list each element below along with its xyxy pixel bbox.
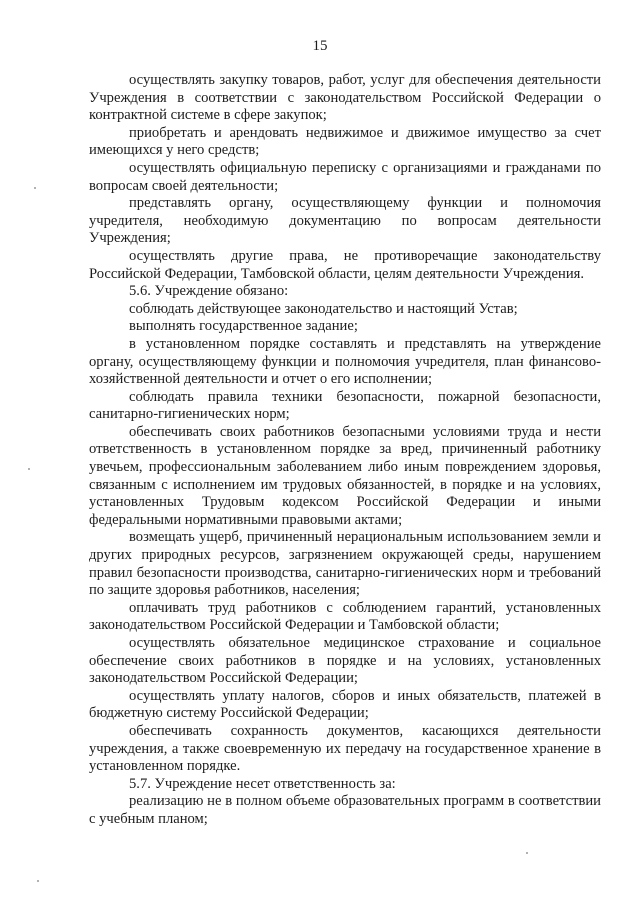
paragraph-comply-legislation: соблюдать действующее законодательство и настоящий Устав; — [129, 300, 518, 317]
document-body — [89, 72, 601, 829]
paragraph-official-correspondence: осуществлять официальную переписку с организациями и гражданами по вопросам своей деятельности; — [89, 159, 601, 194]
section-heading-5-7: 5.7. Учреждение несет ответственность за: — [129, 775, 396, 792]
paragraph-procurement: осуществлять закупку товаров, работ, услуг для обеспечения деятельности Учреждения в соответствии с законодательством Российской Федерации о контрактной системе в сфере закупок; — [89, 72, 601, 124]
paragraph-property-acquisition: приобретать и арендовать недвижимое и движимое имущество за счет имеющихся у него средств; — [89, 124, 601, 159]
paragraph-damage-compensation: возмещать ущерб, причиненный нерациональным использованием земли и других природных ресурсов, загрязнением окружающей среды, нарушением правил безопасности производства, санитарно-гигиенических норм и требований по защите здоровья работников, населения; — [89, 529, 601, 599]
paragraph-medical-insurance: осуществлять обязательное медицинское страхование и социальное обеспечение своих работников в порядке и на условиях, установленных законодательством Российской Федерации; — [89, 635, 601, 687]
paragraph-submit-documentation: представлять органу, осуществляющему функции и полномочия учредителя, необходимую документацию по вопросам деятельности Учреждения; — [89, 195, 601, 247]
paragraph-taxes: осуществлять уплату налогов, сборов и иных обязательств, платежей в бюджетную систему Российской Федерации; — [89, 687, 601, 722]
paragraph-financial-plan: в установленном порядке составлять и представлять на утверждение органу, осуществляющему функции и полномочия учредителя, план финансово-хозяйственной деятельности и отчет о его исполнении; — [89, 335, 601, 388]
paragraph-state-assignment: выполнять государственное задание; — [129, 318, 358, 335]
paragraph-pay-labor: оплачивать труд работников с соблюдением гарантий, установленных законодательством Российской Федерации и Тамбовской области; — [89, 599, 601, 634]
page-number: 15 — [312, 38, 328, 54]
scan-speck — [34, 187, 36, 189]
paragraph-worker-safety: обеспечивать своих работников безопасными условиями труда и нести ответственность в установленном порядке за вред, причиненный работнику увечьем, профессиональным заболеванием либо иным повреждением здоровья, связанным с исполнением им трудовых обязанностей, в порядке и на условиях, установленных Трудовым кодексом Российской Федерации и иными федеральными нормативными правовыми актами; — [89, 423, 601, 528]
paragraph-educational-programs: реализацию не в полном объеме образовательных программ в соответствии с учебным планом; — [89, 793, 601, 827]
scan-speck — [526, 852, 528, 854]
paragraph-documents-safekeeping: обеспечивать сохранность документов, касающихся деятельности учреждения, а также своевременную их передачу на государственное хранение в установленном порядке. — [89, 722, 601, 775]
scan-speck — [37, 880, 39, 882]
paragraph-safety-rules: соблюдать правила техники безопасности, пожарной безопасности, санитарно-гигиенических норм; — [89, 388, 601, 423]
paragraph-other-rights: осуществлять другие права, не противоречащие законодательству Российской Федерации, Тамбовской области, целям деятельности Учреждения. — [89, 247, 601, 282]
section-heading-5-6: 5.6. Учреждение обязано: — [129, 283, 289, 300]
scan-speck — [28, 468, 30, 470]
